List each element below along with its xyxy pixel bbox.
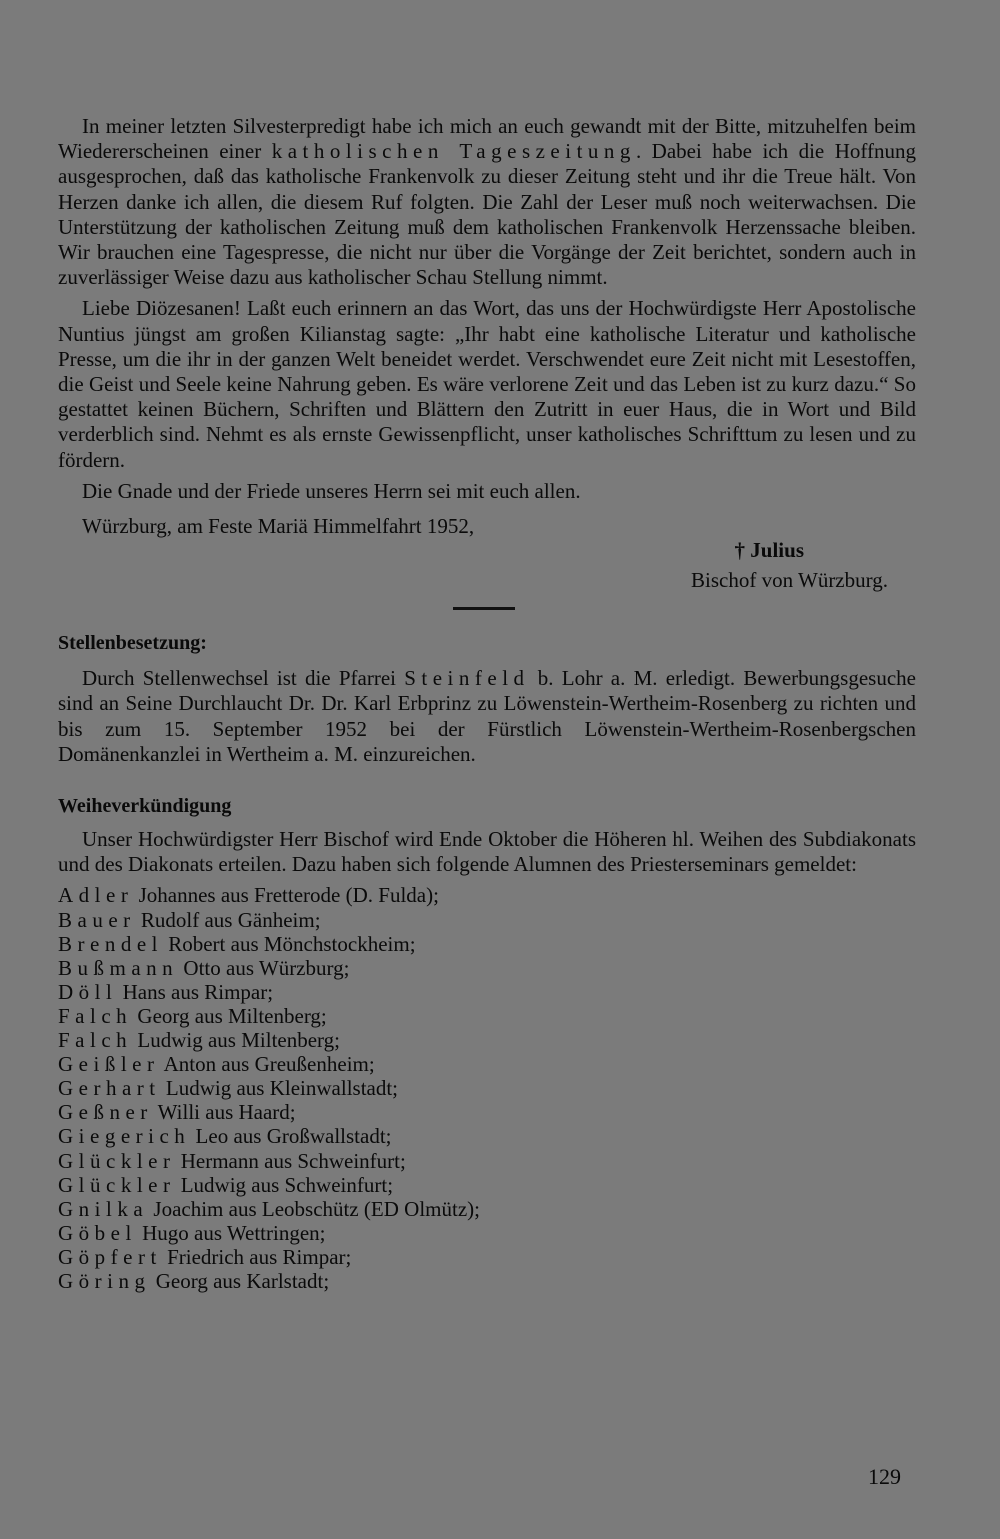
weihe-paragraph: Unser Hochwürdigster Herr Bischof wird Ende Oktober die Höheren hl. Weihen des Subdiakonats und des Diakonats erteilen. Dazu haben sich folgende Alumnen des Priesterseminars gemeldet: [58, 827, 916, 877]
alumnus-details: Ludwig aus Miltenberg; [132, 1028, 340, 1053]
alumnus-surname: Bußmann [58, 955, 179, 980]
section-divider [453, 607, 515, 610]
letter-paragraph-1 [58, 114, 916, 290]
stellen-text-a: Durch Stellenwechsel ist die Pfarrei [82, 666, 405, 691]
letter-p1-text-b: . Dabei habe ich die Hoffnung ausgesprochen, daß das katholische Frankenvolk zu dieser Zeitung steht und ihr die Treue hält. Von Herzen danke ich allen, die diesem Ruf folgten. Die Zahl der Leser muß noch weiterwachsen. Die Unterstützung der katholischen Zeitung muß dem katholischen Frankenvolk Herzenssache bleiben. Wir brauchen eine Tagespresse, die nicht nur über die Vorgänge der Zeit berichtet, sondern auch in zuverlässiger Weise dazu aus katholischer Schau Stellung nimmt. [58, 139, 917, 290]
alumnus-details: Ludwig aus Schweinfurt; [175, 1172, 394, 1197]
alumnus-list-item [58, 1173, 916, 1197]
alumnus-details: Hugo aus Wettringen; [136, 1220, 326, 1245]
alumnus-surname: Göpfert [58, 1244, 162, 1269]
alumnus-details: Robert aus Mönchstockheim; [162, 931, 416, 956]
alumnus-surname: Geißler [58, 1052, 160, 1077]
alumnus-surname: Döll [58, 979, 118, 1004]
alumnus-details: Georg aus Karlstadt; [150, 1268, 330, 1293]
alumnus-surname: Göbel [58, 1220, 137, 1245]
alumnus-details: Georg aus Miltenberg; [132, 1003, 327, 1028]
stellen-paragraph [58, 666, 916, 767]
alumnus-surname: Brendel [58, 931, 163, 956]
alumnus-list-item [58, 1149, 916, 1173]
letter-paragraph-2: Liebe Diözesanen! Laßt euch erinnern an das Wort, das uns der Hochwürdigste Herr Apostolische Nuntius jüngst am großen Kilianstag sagte: „Ihr habt eine katholische Literatur und katholische Presse, um die ihr in der ganzen Welt beneidet werdet. Verschwendet eure Zeit nicht mit Lesestoffen, die Geist und Seele keine Nahrung geben. Es wäre verlorene Zeit und das Leben ist zu kurz dazu.“ So gestattet keinen Büchern, Schriften und Blättern den Zutritt in euer Haus, die in Wort und Bild verderblich sind. Nehmt es als ernste Gewissenpflicht, unser katholisches Schrifttum zu lesen und zu fördern. [58, 296, 916, 472]
alumnus-surname: Gerhart [58, 1076, 161, 1101]
alumnus-list-item [58, 1028, 916, 1052]
document-page [58, 114, 916, 1293]
alumnus-details: Willi aus Haard; [152, 1100, 296, 1125]
alumnus-surname: Adler [58, 883, 134, 908]
alumnus-details: Otto aus Würzburg; [178, 955, 350, 980]
alumnus-surname: Gnilka [58, 1196, 149, 1221]
alumnus-details: Johannes aus Fretterode (D. Fulda); [133, 883, 439, 908]
alumnus-list-item [58, 980, 916, 1004]
letter-paragraph-3: Die Gnade und der Friede unseres Herrn sei mit euch allen. [82, 478, 581, 503]
alumnus-list-item [58, 883, 916, 907]
alumnus-surname: Giegerich [58, 1124, 191, 1149]
alumni-list [58, 883, 916, 1293]
page-number: 129 [868, 1464, 901, 1489]
alumnus-list-item [58, 1197, 916, 1221]
stellen-heading: Stellenbesetzung: [58, 632, 207, 655]
alumnus-surname: Glückler [58, 1148, 176, 1173]
alumnus-list-item [58, 1100, 916, 1124]
alumnus-list-item [58, 1269, 916, 1293]
alumnus-surname: Falch [58, 1028, 133, 1053]
alumnus-surname: Göring [58, 1268, 151, 1293]
alumnus-list-item [58, 1076, 916, 1100]
stellen-parish-name: Steinfeld [404, 666, 530, 691]
alumnus-details: Hans aus Rimpar; [117, 979, 274, 1004]
stellen-text-b: b. Lohr a. M. erledigt. Bewerbungsgesuche sind an Seine Durchlaucht Dr. Dr. Karl Erbprinz zu Löwenstein-Wertheim-Rosenberg zu richten und bis zum 15. September 1952 bei der Fürstlich Löwenstein-Wertheim-Rosenbergschen Domänenkanzlei in Wertheim a. M. einzureichen. [58, 666, 916, 766]
weihe-heading: Weiheverkündigung [58, 795, 232, 818]
alumnus-details: Hermann aus Schweinfurt; [175, 1148, 406, 1173]
letter-place-date: Würzburg, am Feste Mariä Himmelfahrt 1952, [82, 514, 475, 539]
alumnus-surname: Glückler [58, 1172, 176, 1197]
alumnus-list-item [58, 908, 916, 932]
signature-title: Bischof von Würzburg. [691, 568, 888, 593]
alumnus-surname: Bauer [58, 907, 136, 932]
alumnus-details: Joachim aus Leobschütz (ED Olmütz); [148, 1196, 480, 1221]
alumnus-details: Ludwig aus Kleinwallstadt; [160, 1076, 399, 1101]
alumnus-details: Anton aus Greußenheim; [159, 1052, 375, 1077]
alumnus-list-item [58, 1221, 916, 1245]
alumnus-list-item [58, 1245, 916, 1269]
alumnus-list-item [58, 932, 916, 956]
alumnus-list-item [58, 1052, 916, 1076]
alumnus-details: Friedrich aus Rimpar; [161, 1244, 352, 1269]
alumnus-details: Leo aus Großwallstadt; [190, 1124, 392, 1149]
letter-p1-spaced-term: katholischen Tageszeitung [271, 139, 636, 164]
alumnus-surname: Falch [58, 1003, 133, 1028]
alumnus-list-item [58, 956, 916, 980]
letter-p1-text-a: In meiner letzten Silvesterpredigt habe ich mich an euch gewandt mit der Bitte, mitzuhelfen beim Wiedererscheinen einer [58, 114, 916, 164]
alumnus-list-item [58, 1004, 916, 1028]
alumnus-details: Rudolf aus Gänheim; [135, 907, 321, 932]
alumnus-list-item [58, 1124, 916, 1148]
alumnus-surname: Geßner [58, 1100, 153, 1125]
signature-name: † Julius [734, 538, 804, 563]
